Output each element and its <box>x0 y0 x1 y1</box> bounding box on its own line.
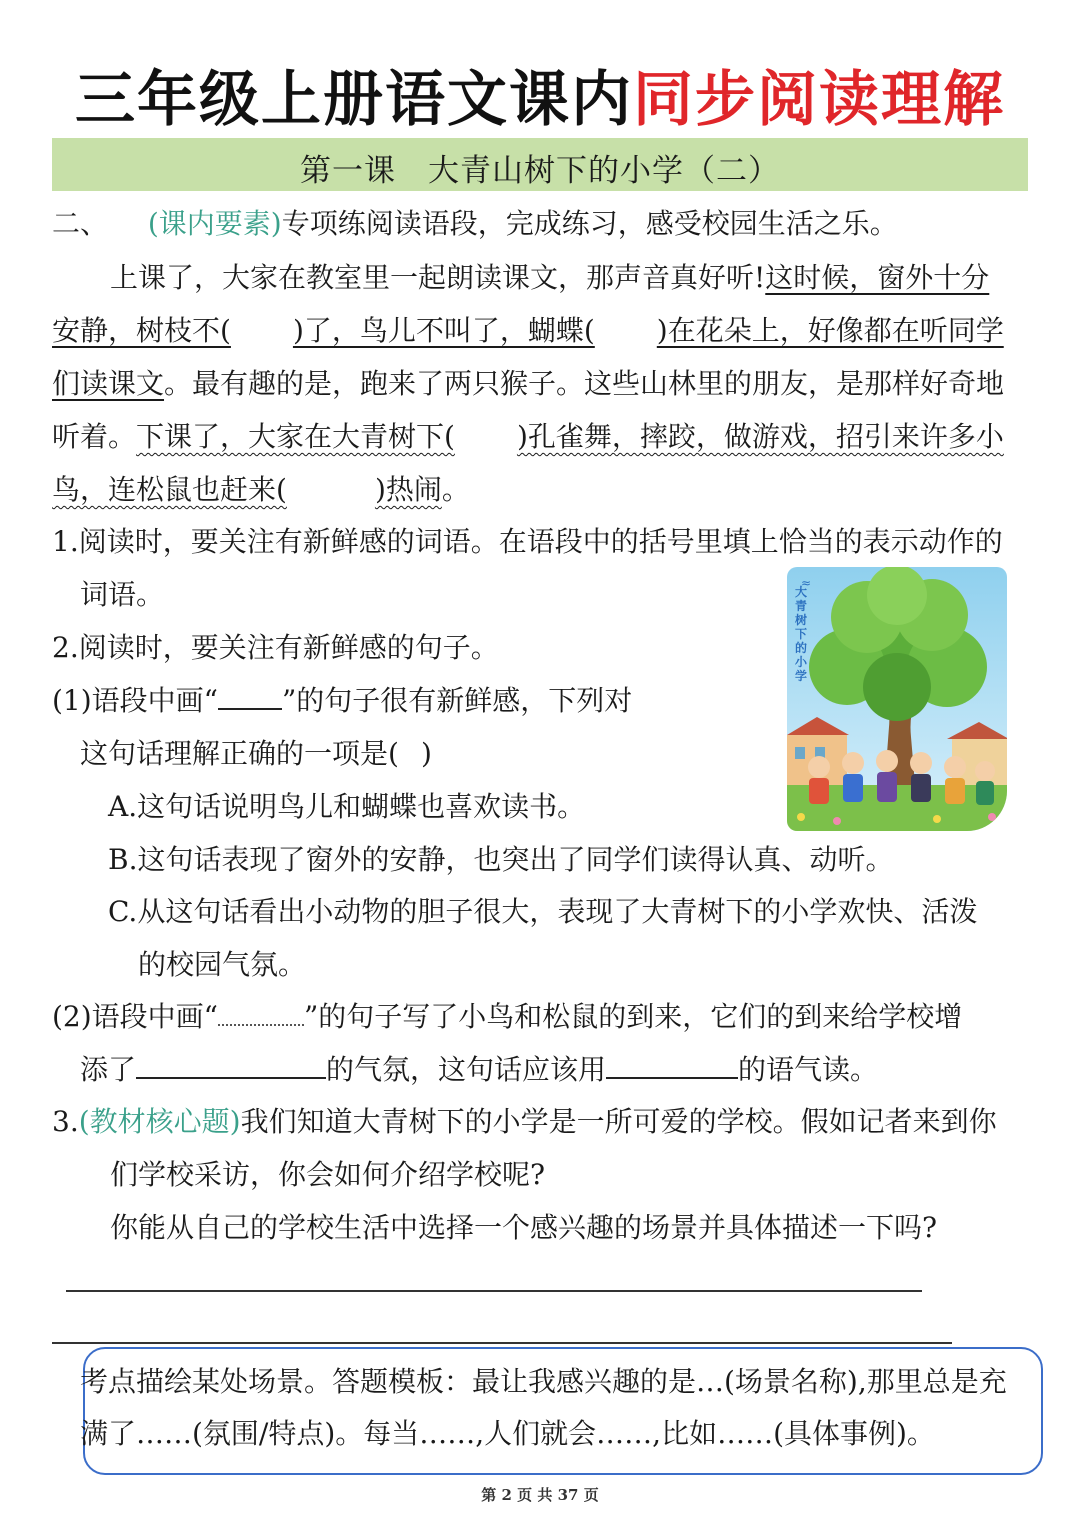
question-1: 1.阅读时，要关注有新鲜感的词语。在语段中的括号里填上恰当的表示动作的 <box>52 525 1003 558</box>
tip-line-1: 考点描绘某处场景。答题模板：最让我感兴趣的是…(场景名称),那里总是充 <box>80 1365 1007 1398</box>
question-2-2-cont: 添了 的气氛，这句话应该用 的语气读。 <box>80 1053 879 1086</box>
passage-text: 。最有趣的是，跑来了两只猴子。这些山林里的朋友，是那样好奇地 <box>164 367 1005 400</box>
section-heading <box>52 204 898 244</box>
answer-writing-line-1[interactable] <box>66 1290 922 1292</box>
underline-sample <box>218 682 282 710</box>
passage-line-5: 鸟，连松鼠也赶来( )热闹。 <box>52 473 470 506</box>
passage-text: 听着。 <box>52 420 137 453</box>
tip-line-2: 满了……(氛围/特点)。每当……,人们就会……,比如……(具体事例)。 <box>80 1417 935 1450</box>
option-a[interactable]: A.这句话说明鸟儿和蝴蝶也喜欢读书。 <box>108 790 586 823</box>
illustration-svg <box>787 567 1007 831</box>
passage-line-2 <box>52 311 1004 351</box>
underlined-sentence: 安静，树枝不( )了，鸟儿不叫了，蝴蝶( )在花朵上，好像都在听同学 <box>52 314 1004 347</box>
section-tag: (课内要素) <box>147 207 282 240</box>
wavy-underline-sample <box>218 998 304 1026</box>
section-number: 二、 <box>52 207 109 240</box>
option-c[interactable]: C.从这句话看出小动物的胆子很大，表现了大青树下的小学欢快、活泼 <box>108 895 978 928</box>
question-2-1: (1)语段中画“ ”的句子很有新鲜感，下列对 <box>52 684 633 717</box>
question-3: 3.(教材核心题)我们知道大青树下的小学是一所可爱的学校。假如记者来到你 <box>52 1105 997 1138</box>
illustration-caption-text: 大青树下的小学 <box>795 585 808 683</box>
question-2-2: (2)语段中画“ ”的句子写了小鸟和松鼠的到来，它们的到来给学校增 <box>52 1000 963 1033</box>
passage-line-4 <box>52 417 1004 457</box>
answer-blank-tone[interactable] <box>606 1051 738 1079</box>
passage-text: 上课了，大家在教室里一起朗读课文，那声音真好听! <box>110 261 766 294</box>
lesson-title: 第一课 大青山树下的小学（二） <box>300 153 780 189</box>
answer-blank-atmosphere[interactable] <box>136 1051 326 1079</box>
passage-line-3 <box>52 364 1004 404</box>
underlined-sentence: 们读课文 <box>52 367 165 400</box>
title-black-part: 三年级上册语文课内 <box>75 65 633 135</box>
section-instruction: 专项练阅读语段，完成练习，感受校园生活之乐。 <box>281 207 898 240</box>
underlined-sentence: 这时候，窗外十分 <box>765 261 990 294</box>
tree-school-illustration <box>787 567 1007 831</box>
option-c-cont: 的校园气氛。 <box>138 948 307 981</box>
answer-writing-line-2[interactable] <box>52 1342 952 1344</box>
question-2: 2.阅读时，要关注有新鲜感的句子。 <box>52 631 499 664</box>
question-1-cont: 词语。 <box>80 578 165 611</box>
page-title <box>0 52 1080 138</box>
question-3-prompt: 你能从自己的学校生活中选择一个感兴趣的场景并具体描述一下吗? <box>110 1211 938 1244</box>
illustration-caption: ≈ <box>801 576 812 590</box>
question-3-tag: (教材核心题) <box>78 1105 241 1138</box>
wavy-underlined-sentence: 下课了，大家在大青树下( )孔雀舞，摔跤，做游戏，招引来许多小 <box>136 420 1004 453</box>
option-b[interactable]: B.这句话表现了窗外的安静，也突出了同学们读得认真、动听。 <box>108 843 894 876</box>
wavy-underlined-sentence: 鸟，连松鼠也赶来( )热闹 <box>52 473 442 506</box>
passage-line-1 <box>110 258 989 298</box>
page-number: 第 2 页 共 37 页 <box>481 1486 599 1504</box>
question-3-cont: 们学校采访，你会如何介绍学校呢? <box>110 1158 546 1191</box>
question-2-1-cont: 这句话理解正确的一项是( ) <box>80 737 432 770</box>
title-red-part: 同步阅读理解 <box>633 65 1005 135</box>
